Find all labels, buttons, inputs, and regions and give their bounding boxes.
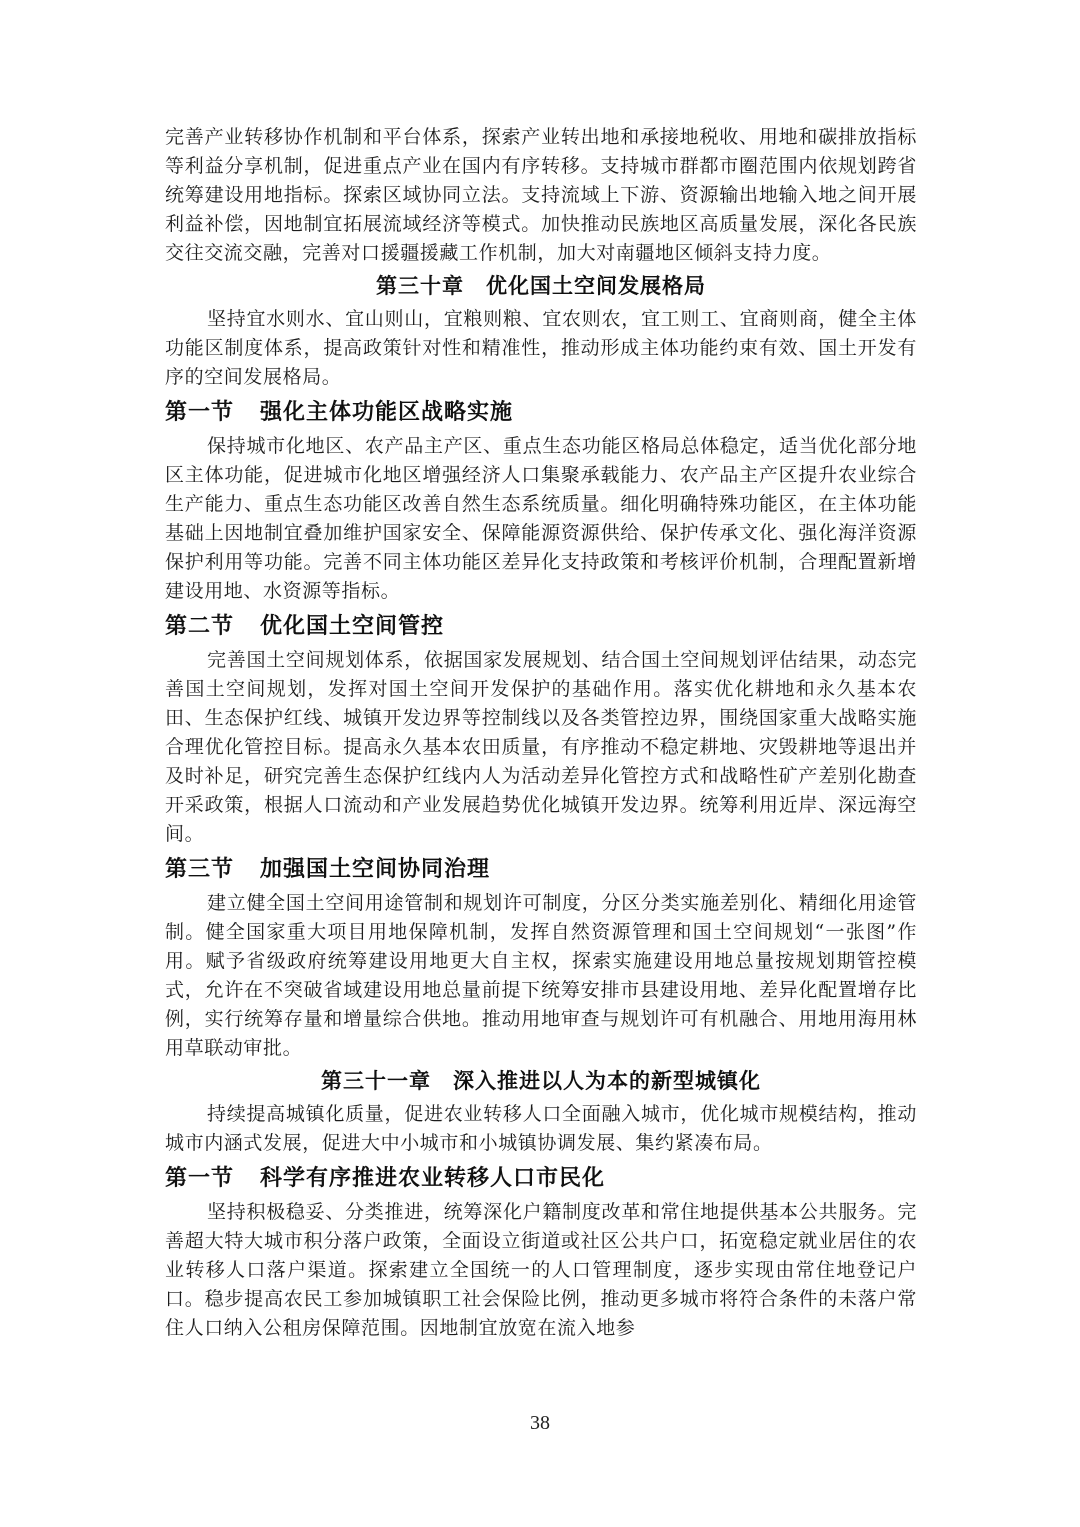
section-body: 完善国土空间规划体系，依据国家发展规划、结合国土空间规划评估结果，动态完善国土空间规划，发挥对国土空间开发保护的基础作用。落实优化耕地和永久基本农田、生态保护红线、城镇开发边界等控制线以及各类管控边界，围绕国家重大战略实施合理优化管控目标。提高永久基本农田质量，有序推动不稳定耕地、灾毁耕地等退出并及时补足，研究完善生态保护红线内人为活动差异化管控方式和战略性矿产差别化勘查开采政策，根据人口流动和产业发展趋势优化城镇开发边界。统筹利用近岸、深远海空间。 — [165, 649, 917, 845]
section-heading — [165, 396, 917, 429]
section-title: 优化国土空间管控 — [260, 613, 445, 639]
section-title: 科学有序推进农业转移人口市民化 — [260, 1165, 606, 1191]
section-number: 第一节 — [165, 399, 235, 425]
section-number: 第三节 — [165, 856, 235, 882]
section-heading — [165, 1162, 917, 1195]
section-body: 保持城市化地区、农产品主产区、重点生态功能区格局总体稳定，适当优化部分地区主体功能，促进城市化地区增强经济人口集聚承载能力、农产品主产区提升农业综合生产能力、重点生态功能区改善自然生态系统质量。细化明确特殊功能区，在主体功能基础上因地制宜叠加维护国家安全、保障能源资源供给、保护传承文化、强化海洋资源保护利用等功能。完善不同主体功能区差异化支持政策和考核评价机制，合理配置新增建设用地、水资源等指标。 — [165, 435, 917, 602]
section-body: 坚持积极稳妥、分类推进，统筹深化户籍制度改革和常住地提供基本公共服务。完善超大特大城市积分落户政策，全面设立街道或社区公共户口，拓宽稳定就业居住的农业转移人口落户渠道。探索建立全国统一的人口管理制度，逐步实现由常住地登记户口。稳步提高农民工参加城镇职工社会保险比例，推动更多城市将符合条件的未落户常住人口纳入公租房保障范围。因地制宜放宽在流入地参 — [165, 1201, 917, 1339]
chapter-31-heading — [165, 1066, 917, 1096]
section-title: 加强国土空间协同治理 — [260, 856, 491, 882]
chapter-31-intro: 持续提高城镇化质量，促进农业转移人口全面融入城市，优化城市规模结构，推动城市内涵式发展，促进大中小城市和小城镇协调发展、集约紧凑布局。 — [165, 1103, 917, 1154]
section-number: 第二节 — [165, 613, 235, 639]
chapter-30-intro: 坚持宜水则水、宜山则山，宜粮则粮、宜农则农，宜工则工、宜商则商，健全主体功能区制度体系，提高政策针对性和精准性，推动形成主体功能约束有效、国土开发有序的空间发展格局。 — [165, 308, 917, 388]
paragraph-intro: 完善产业转移协作机制和平台体系，探索产业转出地和承接地税收、用地和碳排放指标等利益分享机制，促进重点产业在国内有序转移。支持城市群都市圈范围内依规划跨省统筹建设用地指标。探索区域协同立法。支持流域上下游、资源输出地输入地之间开展利益补偿，因地制宜拓展流域经济等模式。加快推动民族地区高质量发展，深化各民族交往交流交融，完善对口援疆援藏工作机制，加大对南疆地区倾斜支持力度。 — [165, 126, 917, 264]
document-body — [165, 123, 917, 1343]
section-title: 强化主体功能区战略实施 — [260, 399, 514, 425]
page-number: 38 — [530, 1412, 550, 1434]
section-heading — [165, 610, 917, 643]
section-heading — [165, 853, 917, 886]
section-body: 建立健全国土空间用途管制和规划许可制度，分区分类实施差别化、精细化用途管制。健全国家重大项目用地保障机制，发挥自然资源管理和国土空间规划“一张图”作用。赋予省级政府统筹建设用地更大自主权，探索实施建设用地总量按规划期管控模式，允许在不突破省域建设用地总量前提下统筹安排市县建设用地、差异化配置增存比例，实行统筹存量和增量综合供地。推动用地审查与规划许可有机融合、用地用海用林用草联动审批。 — [165, 892, 917, 1059]
chapter-number: 第三十章 — [376, 273, 464, 298]
chapter-number: 第三十一章 — [321, 1068, 431, 1093]
section-number: 第一节 — [165, 1165, 235, 1191]
chapter-title: 深入推进以人为本的新型城镇化 — [453, 1068, 761, 1093]
chapter-30-heading — [165, 271, 917, 301]
chapter-title: 优化国土空间发展格局 — [486, 273, 706, 298]
